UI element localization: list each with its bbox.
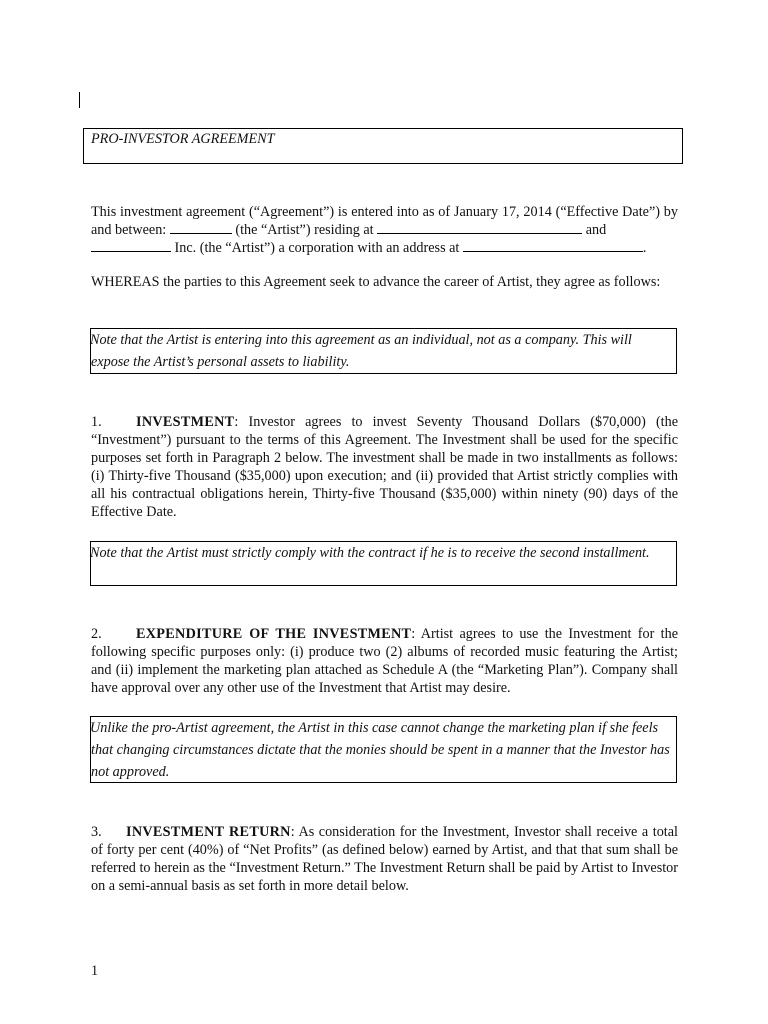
section-1 bbox=[91, 413, 678, 521]
section-2 bbox=[91, 625, 678, 697]
intro-text-5: . bbox=[642, 240, 647, 256]
whereas-paragraph bbox=[91, 273, 678, 291]
section-2-body: : Artist agrees to use the Investment for the following specific purposes only: (i) produce two (2) albums of recorded music featuring the Artist; and (ii) implement the marketing plan attached as Schedule A (the “Marketing Plan”). Company shall have approval over any other use of the Investment that Artist may desire. bbox=[91, 626, 678, 696]
note-3-text: Unlike the pro-Artist agreement, the Artist in this case cannot change the marketing plan if she feels that changing circumstances dictate that the monies should be spent in a manner that the Investor has not approved. bbox=[90, 720, 670, 780]
page-number: 1 bbox=[91, 963, 99, 979]
whereas-text: WHEREAS the parties to this Agreement seek to advance the career of Artist, they agree as follows: bbox=[91, 274, 661, 290]
section-2-number: 2. bbox=[91, 626, 102, 642]
text-cursor bbox=[79, 92, 80, 108]
section-1-number: 1. bbox=[91, 414, 102, 430]
note-box-2 bbox=[90, 541, 677, 586]
section-3-number: 3. bbox=[91, 824, 102, 840]
intro-text-4: Inc. (the “Artist”) a corporation with an address at bbox=[174, 240, 460, 256]
note-box-1 bbox=[90, 328, 677, 374]
intro-text-3: and bbox=[585, 222, 607, 238]
artist-address-blank bbox=[377, 221, 582, 234]
section-2-heading: EXPENDITURE OF THE INVESTMENT bbox=[136, 626, 412, 642]
note-2-text: Note that the Artist must strictly comply with the contract if he is to receive the second installment. bbox=[90, 545, 650, 561]
note-box-3 bbox=[90, 716, 677, 783]
intro-text-1: This investment agreement (“Agreement”) is entered into as of January 17, 2014 (“Effective Date”) by and between: bbox=[91, 204, 678, 238]
title-box bbox=[83, 128, 683, 164]
section-3-heading: INVESTMENT RETURN bbox=[126, 824, 291, 840]
intro-paragraph bbox=[91, 203, 678, 257]
note-1-text: Note that the Artist is entering into this agreement as an individual, not as a company. This will expose the Artist’s personal assets to liability. bbox=[90, 332, 632, 370]
artist-name-blank bbox=[170, 221, 232, 234]
company-name-blank bbox=[91, 239, 171, 252]
intro-text-2: (the “Artist”) residing at bbox=[235, 222, 374, 238]
section-3 bbox=[91, 823, 678, 895]
document-title: PRO-INVESTOR AGREEMENT bbox=[91, 131, 275, 147]
section-1-heading: INVESTMENT bbox=[136, 414, 235, 430]
section-3-body: : As consideration for the Investment, Investor shall receive a total of forty per cent (40%) of “Net Profits” (as defined below) earned by Artist, and that that sum shall be referred to herein as the “Investment Return.” The Investment Return shall be paid by Artist to Investor on a semi-annual basis as set forth in more detail below. bbox=[91, 824, 678, 894]
company-address-blank bbox=[463, 239, 643, 252]
section-1-body: : Investor agrees to invest Seventy Thousand Dollars ($70,000) (the “Investment”) pursuant to the terms of this Agreement. The Investment shall be used for the specific purposes set forth in Paragraph 2 below. The investment shall be made in two installments as follows: (i) Thirty-five Thousand ($35,000) upon execution; and (ii) provided that Artist strictly complies with all his contractual obligations herein, Thirty-five Thousand ($35,000) within ninety (90) days of the Effective Date. bbox=[91, 414, 678, 520]
